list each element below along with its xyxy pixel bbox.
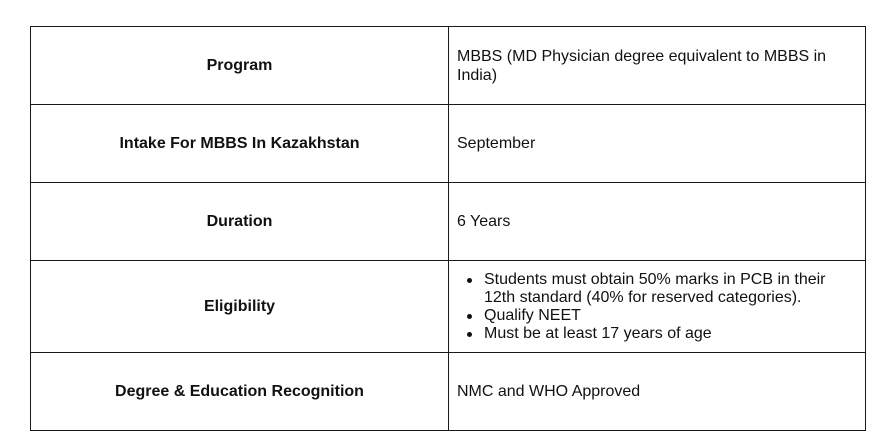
row-value: MBBS (MD Physician degree equivalent to MBBS in India) xyxy=(449,27,866,105)
row-value: NMC and WHO Approved xyxy=(449,353,866,431)
list-item: Students must obtain 50% marks in PCB in their 12th standard (40% for reserved categories). xyxy=(484,271,855,307)
list-item: Qualify NEET xyxy=(484,307,855,325)
row-label: Program xyxy=(31,27,449,105)
row-label: Eligibility xyxy=(31,261,449,353)
row-value: September xyxy=(449,105,866,183)
eligibility-list xyxy=(457,271,855,343)
eligibility-cell xyxy=(449,261,866,353)
table-row-eligibility xyxy=(31,261,866,353)
table-row-duration xyxy=(31,183,866,261)
table-row-intake xyxy=(31,105,866,183)
row-value: 6 Years xyxy=(449,183,866,261)
row-label: Intake For MBBS In Kazakhstan xyxy=(31,105,449,183)
table-row-recognition xyxy=(31,353,866,431)
row-label: Degree & Education Recognition xyxy=(31,353,449,431)
info-table xyxy=(30,26,866,431)
table-row-program xyxy=(31,27,866,105)
list-item: Must be at least 17 years of age xyxy=(484,325,855,343)
row-label: Duration xyxy=(31,183,449,261)
